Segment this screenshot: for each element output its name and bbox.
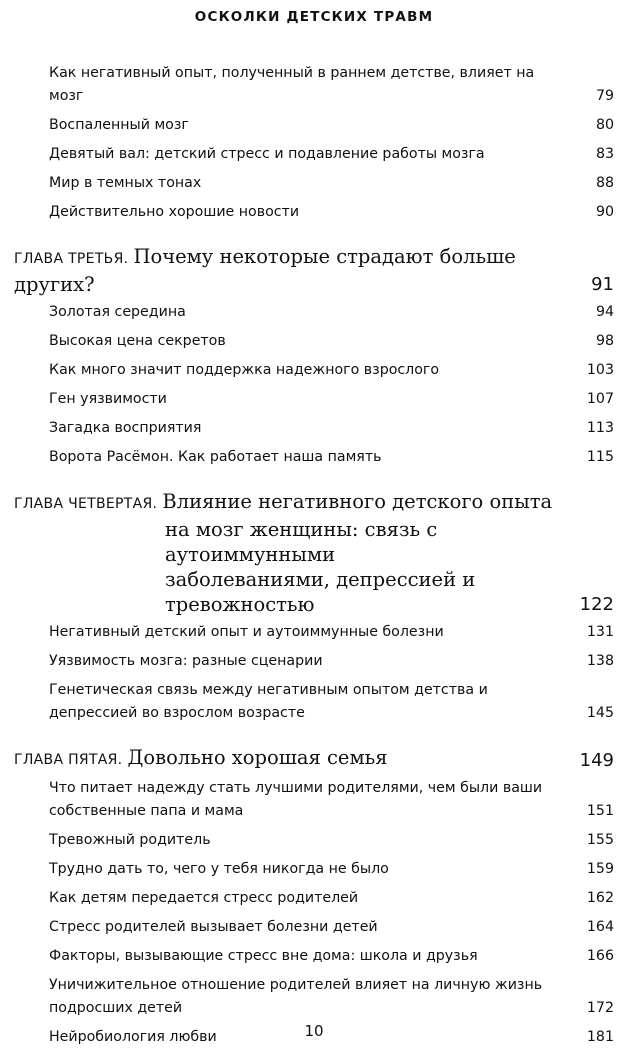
chapter-title-line: Почему некоторые страдают больше <box>133 245 516 268</box>
chapter-page: 122 <box>579 594 614 615</box>
toc-entry <box>49 945 614 974</box>
toc-entry <box>49 172 614 201</box>
toc-entry-page: 83 <box>595 146 614 162</box>
toc-entry-page: 113 <box>586 420 614 436</box>
chapter-title-line: других? <box>14 273 95 296</box>
toc-entry <box>49 301 614 330</box>
toc-entry-page: 98 <box>595 333 614 349</box>
chapter-heading-5 <box>14 731 614 777</box>
chapter-heading-4 <box>14 475 614 621</box>
toc-entry <box>49 143 614 172</box>
chapter-title-line: заболеваниями, депрессией и тревожностью <box>165 568 476 616</box>
toc-entry-page: 88 <box>595 175 614 191</box>
chapter-label: ГЛАВА ТРЕТЬЯ. <box>14 251 129 267</box>
toc-entry-title: Как негативный опыт, полученный в раннем детстве, влияет на мозг <box>49 65 535 104</box>
toc-entry-page: 138 <box>586 653 614 669</box>
toc-entry-page: 80 <box>595 117 614 133</box>
toc-entry <box>49 679 614 731</box>
toc-entry <box>49 359 614 388</box>
toc-entry <box>49 62 614 114</box>
chapter-heading-text <box>14 745 554 773</box>
toc-entry-page: 94 <box>595 304 614 320</box>
toc-entry-page: 131 <box>586 624 614 640</box>
toc-entry-page: 159 <box>586 861 614 877</box>
chapter-title-line: Довольно хорошая семья <box>127 746 388 769</box>
chapter-heading-text <box>14 489 554 617</box>
toc-entry-page: 162 <box>586 890 614 906</box>
toc-entry <box>49 201 614 230</box>
toc-entry-title: Уничижительное отношение родителей влияет на личную жизнь подросших детей <box>49 977 543 1016</box>
toc-entry <box>49 114 614 143</box>
page-number: 10 <box>304 1022 324 1040</box>
toc-entry <box>49 829 614 858</box>
toc-entry-page: 155 <box>586 832 614 848</box>
toc-entry-title: Ворота Расёмон. Как работает наша память <box>49 449 382 465</box>
toc-entry <box>49 916 614 945</box>
toc-entry <box>49 621 614 650</box>
toc-entry-title: Уязвимость мозга: разные сценарии <box>49 653 323 669</box>
toc-entry-page: 145 <box>586 705 614 721</box>
toc-entry <box>49 388 614 417</box>
toc-entry-title: Что питает надежду стать лучшими родителями, чем были ваши собственные папа и мама <box>49 780 543 819</box>
table-of-contents <box>0 62 628 1055</box>
toc-entry-title: Высокая цена секретов <box>49 333 226 349</box>
toc-entry-title: Как много значит поддержка надежного взрослого <box>49 362 440 378</box>
toc-entry <box>49 330 614 359</box>
chapter-label: ГЛАВА ПЯТАЯ. <box>14 752 123 768</box>
chapter-heading-text <box>14 244 554 297</box>
toc-entry-title: Генетическая связь между негативным опытом детства и депрессией во взрослом возрасте <box>49 682 488 721</box>
toc-entry <box>49 446 614 475</box>
toc-entry-title: Загадка восприятия <box>49 420 202 436</box>
toc-entry <box>49 974 614 1026</box>
toc-entry-title: Стресс родителей вызывает болезни детей <box>49 919 378 935</box>
running-head: ОСКОЛКИ ДЕТСКИХ ТРАВМ <box>194 9 434 25</box>
toc-entry-title: Ген уязвимости <box>49 391 167 407</box>
toc-entry-title: Нейробиология любви <box>49 1029 217 1045</box>
toc-entry-title: Золотая середина <box>49 304 186 320</box>
toc-entry-page: 151 <box>586 803 614 819</box>
toc-entry-page: 107 <box>586 391 614 407</box>
toc-entry-title: Как детям передается стресс родителей <box>49 890 359 906</box>
toc-entry-page: 164 <box>586 919 614 935</box>
chapter-heading-3 <box>14 230 614 301</box>
toc-entry <box>49 887 614 916</box>
toc-entry-title: Мир в темных тонах <box>49 175 202 191</box>
toc-entry-page: 166 <box>586 948 614 964</box>
chapter-page: 149 <box>579 750 614 771</box>
toc-entry-page: 90 <box>595 204 614 220</box>
toc-entry <box>49 777 614 829</box>
toc-entry-title: Негативный детский опыт и аутоиммунные болезни <box>49 624 444 640</box>
chapter-title-line: Влияние негативного детского опыта <box>162 490 553 513</box>
toc-entry-page: 103 <box>586 362 614 378</box>
toc-entry-title: Трудно дать то, чего у тебя никогда не было <box>49 861 389 877</box>
toc-entry-title: Девятый вал: детский стресс и подавление работы мозга <box>49 146 485 162</box>
chapter-title-line: на мозг женщины: связь с аутоиммунными <box>165 518 438 566</box>
toc-entry-page: 172 <box>586 1000 614 1016</box>
chapter-label: ГЛАВА ЧЕТВЕРТАЯ. <box>14 496 158 512</box>
toc-entry <box>49 858 614 887</box>
toc-entry-title: Действительно хорошие новости <box>49 204 300 220</box>
toc-entry-page: 79 <box>595 88 614 104</box>
chapter-page: 91 <box>591 274 614 295</box>
toc-entry <box>49 417 614 446</box>
toc-entry-title: Тревожный родитель <box>49 832 211 848</box>
toc-entry-page: 181 <box>586 1029 614 1045</box>
toc-entry-title: Воспаленный мозг <box>49 117 189 133</box>
toc-entry-title: Факторы, вызывающие стресс вне дома: школа и друзья <box>49 948 478 964</box>
toc-entry <box>49 650 614 679</box>
toc-entry-page: 115 <box>586 449 614 465</box>
